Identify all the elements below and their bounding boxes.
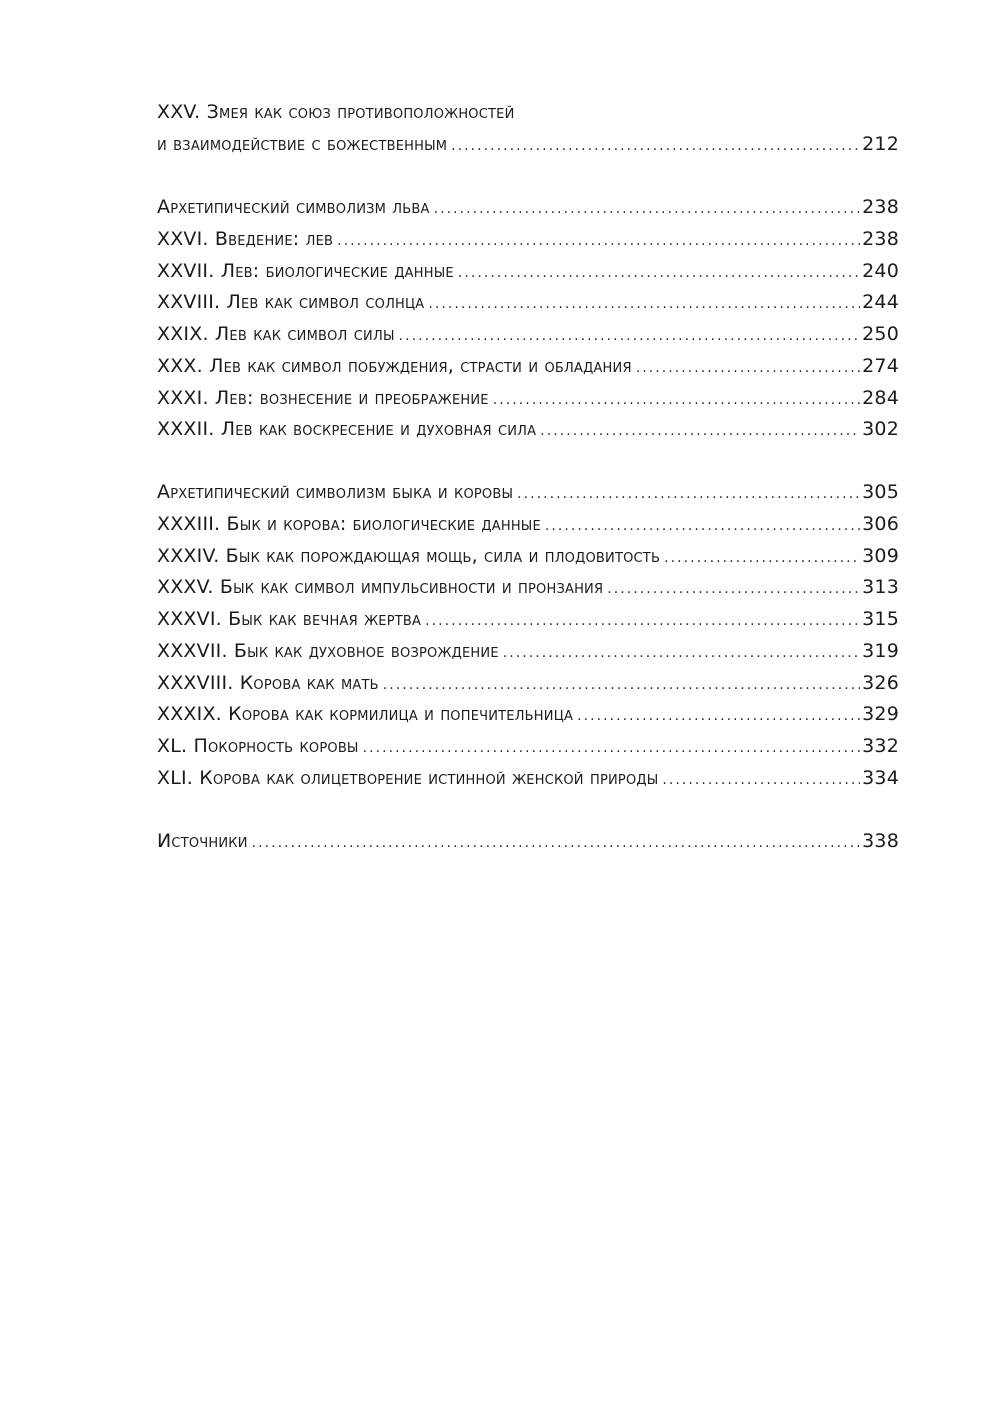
dot-leader [577, 699, 860, 733]
toc-page-number: 306 [862, 513, 899, 536]
toc-entry[interactable] [157, 699, 899, 731]
toc-page-number: 305 [862, 481, 899, 504]
dot-leader [337, 224, 860, 258]
toc-entry[interactable] [157, 668, 899, 700]
dot-leader [399, 319, 861, 353]
toc-page-number: 274 [862, 354, 899, 377]
toc-section-title: Источники [157, 829, 248, 852]
dot-leader [517, 477, 860, 511]
toc-section-heading-bull[interactable] [157, 477, 899, 509]
section-spacer [157, 446, 899, 478]
toc-entry-title: XXXII. Лев как воскресение и духовная сила [157, 418, 537, 441]
dot-leader [662, 763, 860, 797]
dot-leader [607, 572, 860, 606]
dot-leader [434, 192, 861, 226]
toc-entry-title: XXIX. Лев как символ силы [157, 323, 395, 346]
toc-entry-25-line-1 [157, 97, 899, 129]
toc-page-number: 302 [862, 418, 899, 441]
toc-entry[interactable] [157, 414, 899, 446]
toc-page-number: 319 [862, 639, 899, 662]
toc-entry-title: XLI. Корова как олицетворение истинной женской природы [157, 766, 659, 789]
toc-page-number: 238 [862, 228, 899, 251]
toc-entry[interactable] [157, 319, 899, 351]
toc-entry-title: XXV. Змея как союз противоположностей [157, 101, 515, 123]
toc-entry[interactable] [157, 541, 899, 573]
toc-page-number: 326 [862, 671, 899, 694]
toc-entry[interactable] [157, 763, 899, 795]
toc-section-title: Архетипический символизм быка и коровы [157, 481, 514, 504]
dot-leader [545, 509, 860, 543]
toc-entry-title: XXXVIII. Корова как мать [157, 671, 379, 694]
toc-entry[interactable] [157, 604, 899, 636]
toc-entry-25-line-2[interactable] [157, 129, 899, 161]
section-spacer [157, 160, 899, 192]
toc-page-number: 315 [862, 608, 899, 631]
toc-entry-title: XXXVI. Бык как вечная жертва [157, 608, 422, 631]
dot-leader [425, 604, 860, 638]
section-spacer [157, 794, 899, 826]
toc-page-number: 284 [862, 386, 899, 409]
toc-page-number: 244 [862, 291, 899, 314]
toc-page-number: 334 [862, 766, 899, 789]
toc-entry[interactable] [157, 731, 899, 763]
dot-leader [503, 636, 860, 670]
toc-entry-title: XXXIII. Бык и корова: биологические данные [157, 513, 541, 536]
toc-page-number: 332 [862, 734, 899, 757]
toc-entry-title: XXXI. Лев: вознесение и преображение [157, 386, 489, 409]
toc-page-number: 250 [862, 323, 899, 346]
toc-page-number: 238 [862, 196, 899, 219]
toc-page-number: 313 [862, 576, 899, 599]
toc-page-number: 212 [862, 132, 899, 155]
toc-page-number: 329 [862, 703, 899, 726]
toc-entry-title: и взаимодействие с божественным [157, 132, 448, 155]
toc-entry-title: XXX. Лев как символ побуждения, страсти и обладания [157, 354, 632, 377]
toc-section-heading-lion[interactable] [157, 192, 899, 224]
toc-entry[interactable] [157, 509, 899, 541]
dot-leader [451, 129, 860, 163]
dot-leader [636, 351, 860, 385]
toc-entry-title: XXXVII. Бык как духовное возрождение [157, 639, 499, 662]
dot-leader [458, 256, 860, 290]
toc-entry[interactable] [157, 224, 899, 256]
toc-page-number: 240 [862, 259, 899, 282]
toc-entry[interactable] [157, 572, 899, 604]
table-of-contents [157, 97, 899, 857]
toc-entry-title: XXXIX. Корова как кормилица и попечительница [157, 703, 574, 726]
toc-entry[interactable] [157, 256, 899, 288]
toc-entry-title: XXVII. Лев: биологические данные [157, 259, 454, 282]
toc-page-number: 338 [862, 829, 899, 852]
dot-leader [252, 826, 860, 860]
toc-section-title: Архетипический символизм льва [157, 196, 430, 219]
toc-entry[interactable] [157, 636, 899, 668]
toc-entry-title: XXXV. Бык как символ импульсивности и пронзания [157, 576, 604, 599]
toc-entry-title: XXVIII. Лев как символ солнца [157, 291, 425, 314]
toc-sources[interactable] [157, 826, 899, 858]
toc-entry[interactable] [157, 351, 899, 383]
toc-entry-title: XL. Покорность коровы [157, 734, 359, 757]
toc-entry[interactable] [157, 383, 899, 415]
dot-leader [664, 541, 860, 575]
toc-entry[interactable] [157, 287, 899, 319]
toc-entry-title: XXXIV. Бык как порождающая мощь, сила и плодовитость [157, 544, 661, 567]
toc-page-number: 309 [862, 544, 899, 567]
dot-leader [493, 383, 860, 417]
toc-entry-title: XXVI. Введение: лев [157, 228, 334, 251]
dot-leader [363, 731, 861, 765]
dot-leader [428, 287, 860, 321]
dot-leader [540, 414, 860, 448]
dot-leader [383, 668, 860, 702]
